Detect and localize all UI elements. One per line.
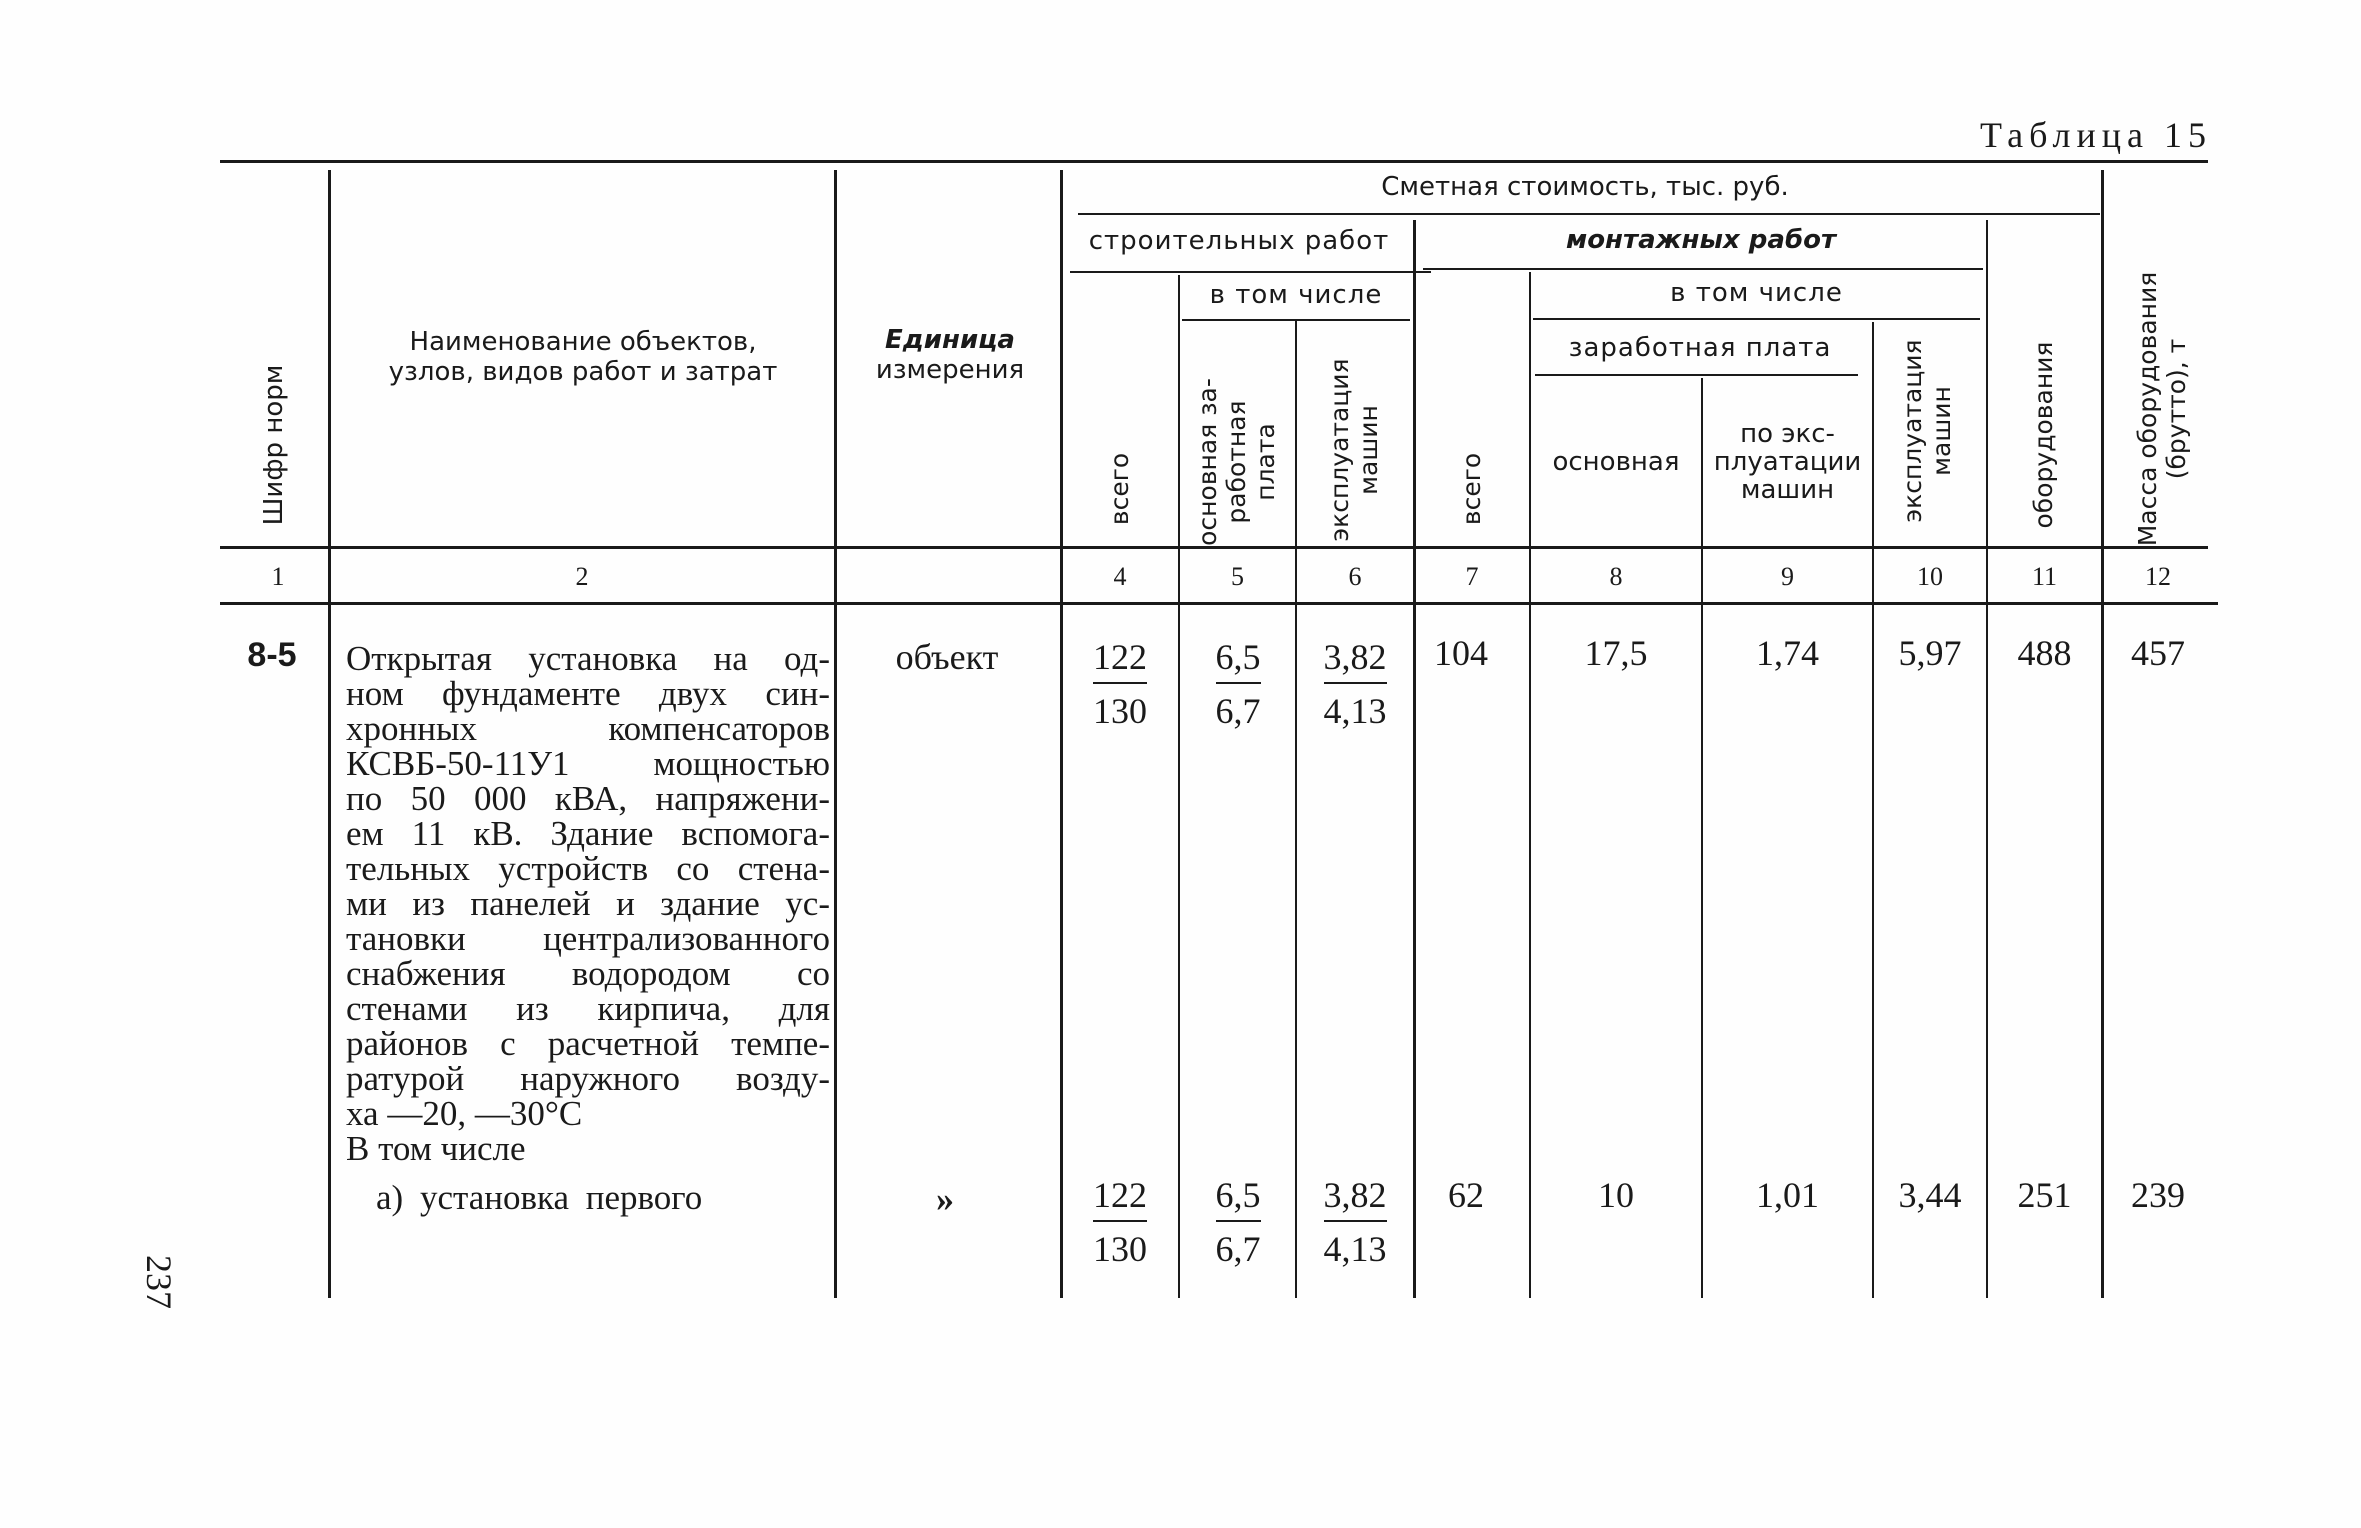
desc-line: КСВБ-50-11У1 мощностью	[346, 744, 830, 783]
colnum-11: 11	[2031, 562, 2058, 591]
desc-line: ном фундаменте двух син-	[346, 674, 830, 713]
vline-10	[1986, 220, 1988, 1298]
top-rule	[220, 160, 2208, 163]
rule-wages	[1535, 374, 1858, 376]
fraction-top: 6,5	[1216, 1174, 1261, 1222]
row1-install-machine: 5,97	[1898, 633, 1962, 673]
colnum-4: 4	[1113, 562, 1127, 591]
row2-basic-wages-fraction	[1184, 1174, 1292, 1270]
row1-mass: 457	[2131, 633, 2185, 673]
header-estimated-cost: Сметная стоимость, тыс. руб.	[1381, 172, 1789, 202]
row1-install-basic: 17,5	[1584, 633, 1648, 673]
header-including-2: в том числе	[1670, 278, 1843, 308]
rule-including-2	[1533, 318, 1980, 320]
fraction-top: 122	[1093, 636, 1147, 684]
row1-code: 8-5	[247, 636, 297, 674]
desc-line: ха —20, —30°С	[346, 1094, 583, 1133]
fraction-bottom: 130	[1093, 1229, 1147, 1269]
header-code: Шифр норм	[259, 364, 289, 526]
colnum-6: 6	[1348, 562, 1362, 591]
fraction-bottom: 6,7	[1215, 691, 1261, 731]
colnum-1: 1	[271, 562, 285, 591]
fraction-bottom: 6,7	[1215, 1229, 1261, 1269]
vline-11	[2101, 170, 2104, 1298]
header-basic: основная	[1552, 447, 1680, 477]
desc-line: ми из панелей и здание ус-	[346, 884, 830, 923]
colnum-12: 12	[2145, 562, 2171, 591]
vline-7	[1529, 272, 1531, 1298]
rule-construction	[1070, 271, 1431, 273]
desc-line: хронных компенсаторов	[346, 709, 830, 748]
desc-line: ратурой наружного возду-	[346, 1059, 830, 1098]
vline-4	[1178, 275, 1180, 1298]
row1-install-machine-wages: 1,74	[1756, 633, 1819, 673]
row1-equipment: 488	[2017, 633, 2072, 673]
colnum-10: 10	[1917, 562, 1943, 591]
header-unit-bold: Единица	[885, 325, 1015, 355]
colnum-5: 5	[1231, 562, 1244, 591]
row1-description	[346, 641, 830, 1166]
desc-line: снабжения водородом со	[346, 954, 830, 993]
desc-line: Открытая установка на од-	[346, 639, 830, 678]
row2-machine-fraction	[1300, 1174, 1410, 1270]
desc-line: стенами из кирпича, для	[346, 989, 830, 1028]
row1-machine-fraction	[1300, 636, 1410, 732]
fraction-bottom: 4,13	[1323, 691, 1387, 731]
row2-equipment: 251	[2017, 1175, 2072, 1215]
header-equipment: оборудования	[2029, 341, 2058, 529]
row2-install-machine: 3,44	[1898, 1175, 1962, 1215]
colnum-bottom-rule	[220, 602, 2218, 605]
colnum-8: 8	[1609, 562, 1623, 591]
row1-install-total: 104	[1434, 633, 1488, 673]
header-machine-operation-2: эксплуатация машин	[1898, 339, 1956, 523]
rule-estimated-cost	[1078, 213, 2100, 215]
vline-9	[1872, 322, 1874, 1298]
row1-total-fraction	[1066, 636, 1174, 732]
row2-mass: 239	[2131, 1175, 2185, 1215]
desc-line: тельных устройств со стена-	[346, 849, 830, 888]
desc-line: В том числе	[346, 1129, 526, 1168]
vline-5	[1295, 320, 1297, 1298]
header-for-machine-operation: по экс- плуатации машин	[1713, 419, 1862, 505]
header-machine-operation-1: эксплуатация машин	[1325, 358, 1383, 542]
colnum-9: 9	[1781, 562, 1794, 591]
row2-install-total: 62	[1448, 1175, 1484, 1215]
desc-line: ем 11 кВ. Здание вспомога-	[346, 814, 830, 853]
desc-line: районов с расчетной темпе-	[346, 1024, 830, 1063]
vline-1	[328, 170, 331, 1298]
row2-install-basic: 10	[1598, 1175, 1634, 1215]
header-wages: заработная плата	[1568, 333, 1832, 363]
vline-2	[834, 170, 837, 1298]
fraction-bottom: 4,13	[1323, 1229, 1387, 1269]
fraction-top: 6,5	[1216, 636, 1261, 684]
desc-line: тановки централизованного	[346, 919, 830, 958]
header-unit	[846, 325, 1054, 385]
header-installation-works: монтажных работ	[1565, 225, 1837, 255]
header-total-2: всего	[1457, 452, 1486, 526]
header-total-1: всего	[1105, 452, 1134, 526]
row2-total-fraction	[1066, 1174, 1174, 1270]
vline-8	[1701, 378, 1703, 1298]
colnum-7: 7	[1465, 562, 1479, 591]
row2-install-machine-wages: 1,01	[1756, 1175, 1819, 1215]
table-title: Таблица 15	[1980, 115, 2212, 155]
fraction-top: 3,82	[1324, 1174, 1387, 1222]
fraction-bottom: 130	[1093, 691, 1147, 731]
vline-6	[1413, 220, 1416, 1298]
rule-installation	[1423, 268, 1983, 270]
header-equipment-mass: Масса оборудования (брутто), т	[2133, 271, 2191, 547]
header-unit-rest: измерения	[875, 355, 1025, 385]
row2-description: а) установка первого	[376, 1178, 703, 1217]
row1-basic-wages-fraction	[1184, 636, 1292, 732]
fraction-top: 3,82	[1324, 636, 1387, 684]
page-number: 237	[139, 1255, 179, 1309]
header-including-1: в том числе	[1209, 280, 1383, 310]
row1-unit: объект	[895, 637, 999, 677]
header-name: Наименование объектов, узлов, видов работ и затрат	[388, 327, 778, 387]
row2-unit: »	[936, 1179, 954, 1219]
colnum-2: 2	[575, 562, 589, 591]
header-basic-wages: основная за- работная плата	[1193, 378, 1280, 546]
header-construction-works: строительных работ	[1088, 226, 1390, 256]
desc-line: по 50 000 кВА, напряжени-	[346, 779, 830, 818]
vline-3	[1060, 170, 1063, 1298]
fraction-top: 122	[1093, 1174, 1147, 1222]
